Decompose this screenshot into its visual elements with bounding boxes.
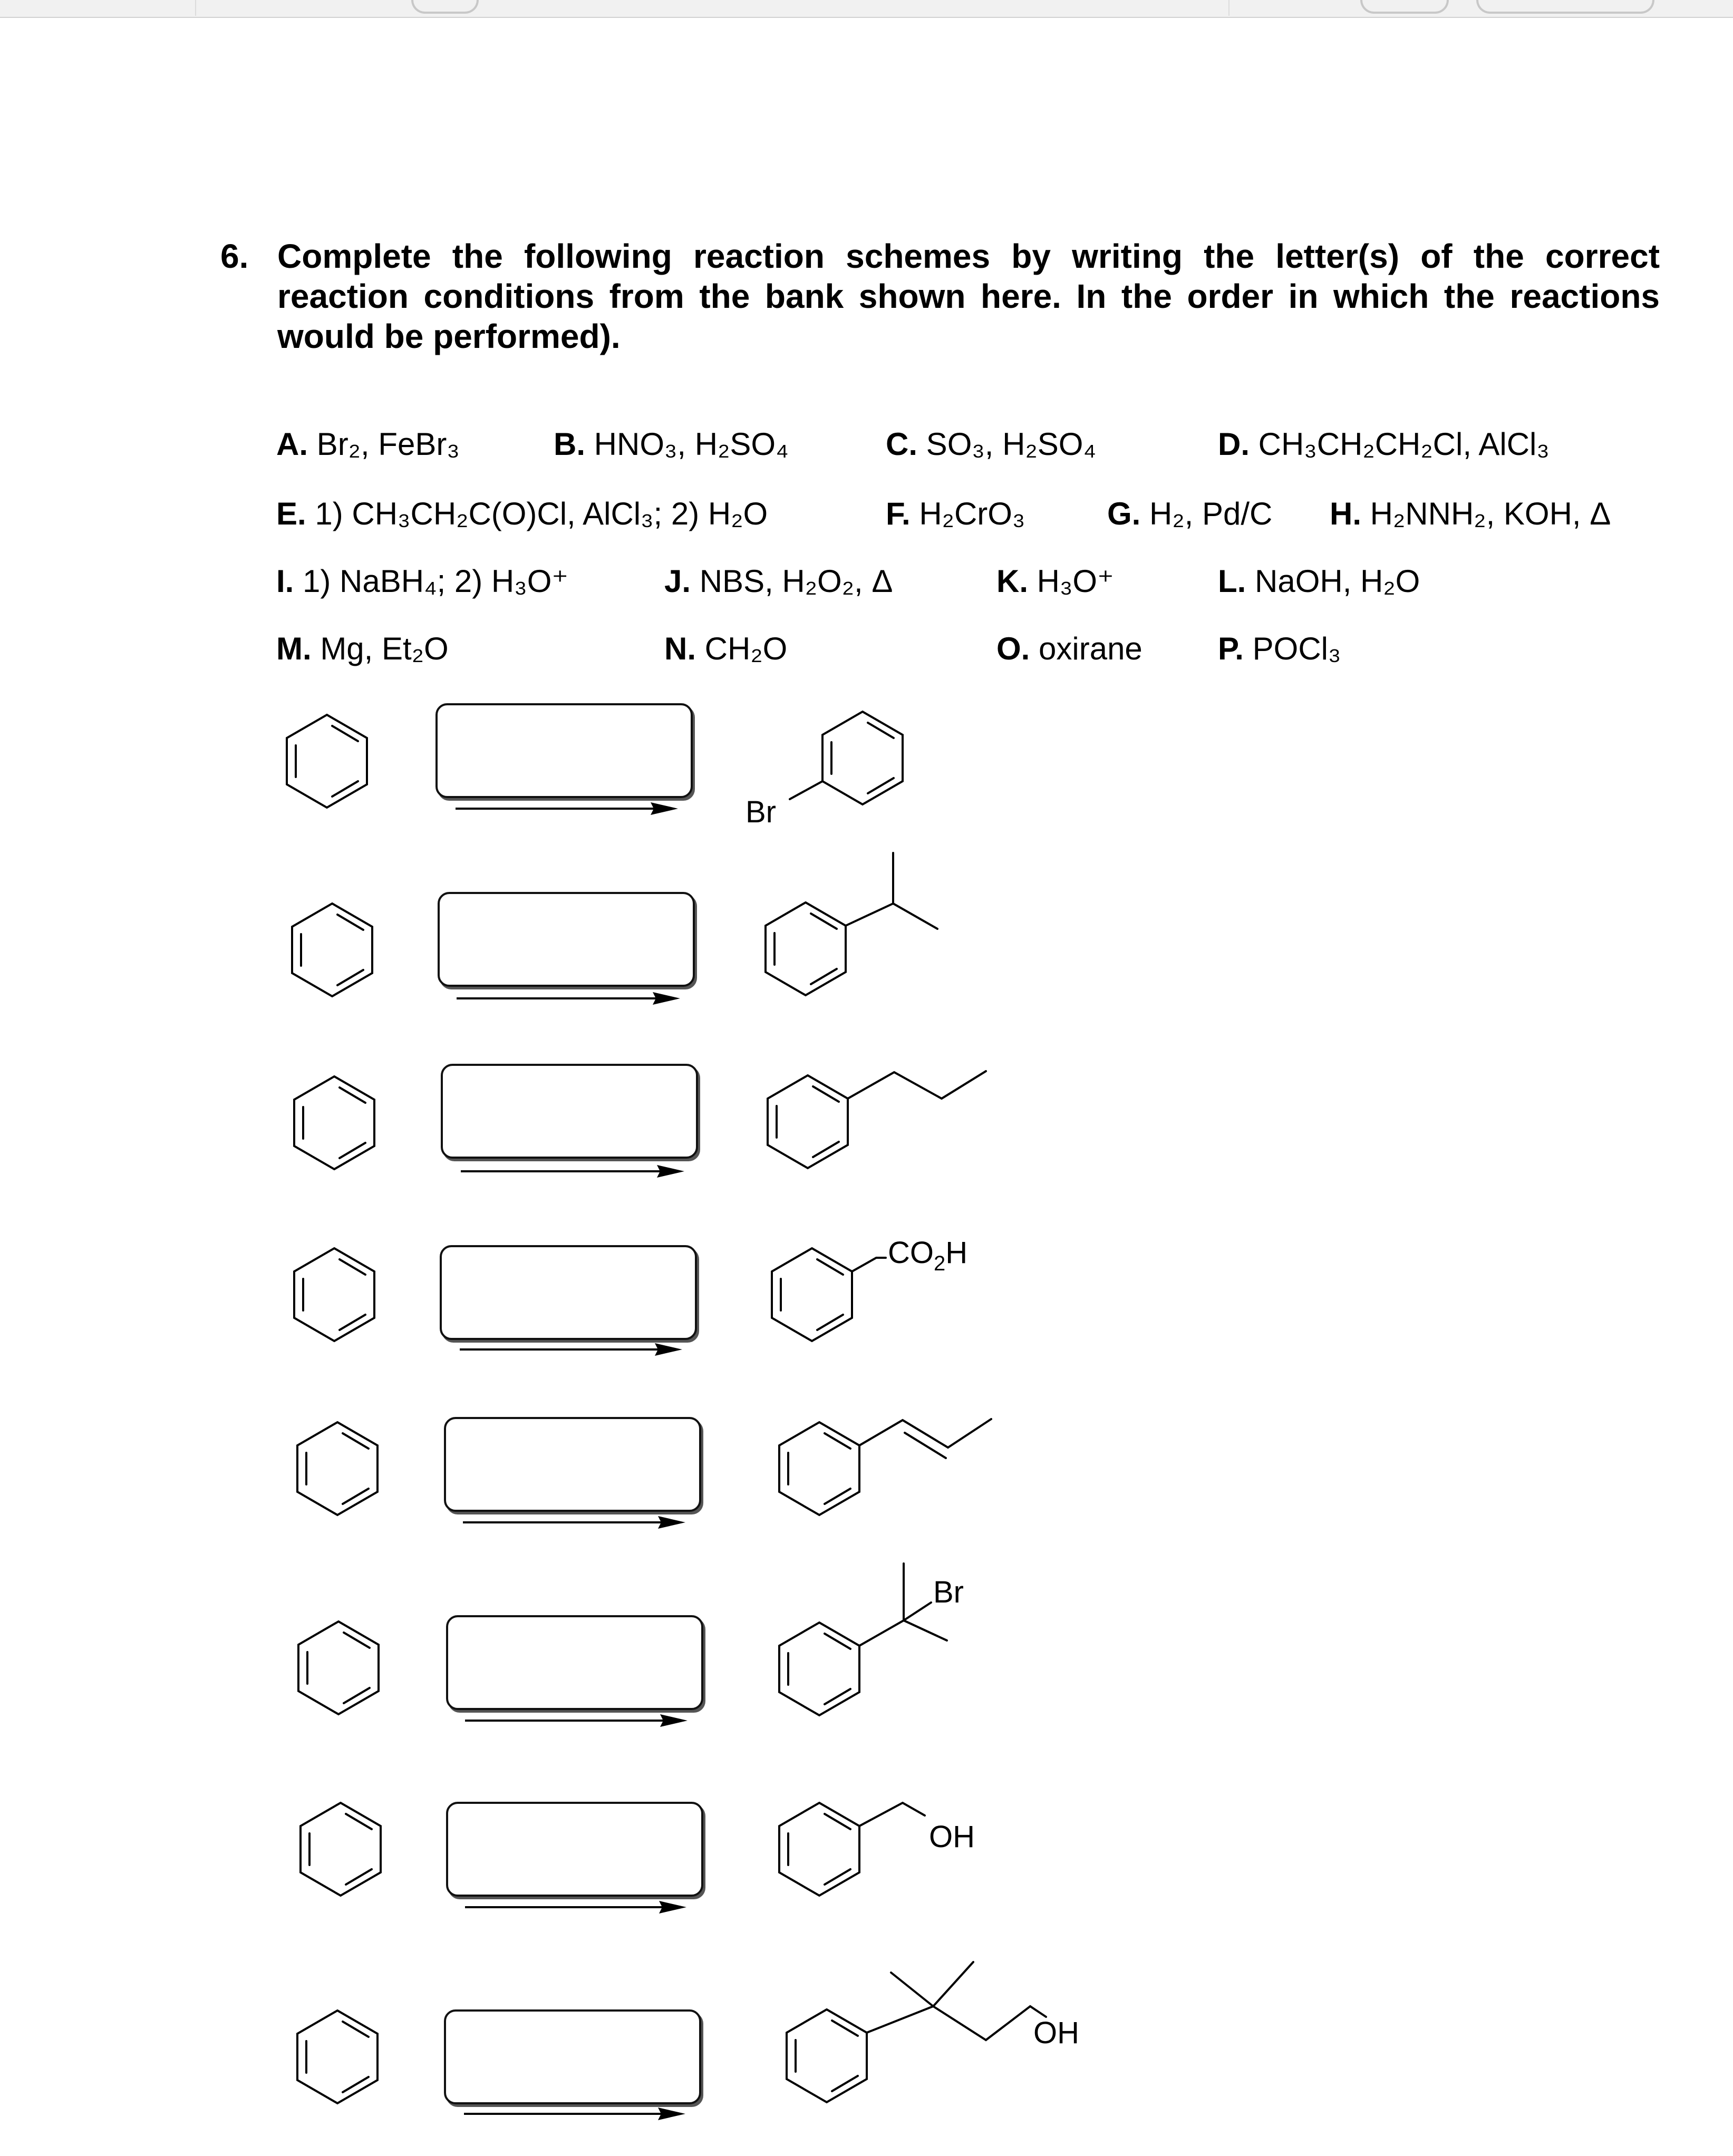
bank-item-a: A. Br₂, FeBr₃ (276, 426, 460, 462)
product-tert-bromide (779, 1563, 964, 1715)
benzene-reactant-3 (294, 1076, 374, 1169)
tert-bromo-label: Br (933, 1575, 964, 1609)
bank-item-k: K. H₃O⁺ (996, 564, 1114, 599)
bank-item-j: J. NBS, H₂O₂, Δ (664, 564, 893, 599)
bank-item-e: E. 1) CH₃CH₂C(O)Cl, AlCl₃; 2) H₂O (276, 496, 768, 531)
question-number: 6. (220, 237, 249, 275)
reaction-arrow-2 (457, 992, 680, 1005)
bank-item-p: P. POCl₃ (1218, 631, 1341, 666)
bromo-label: Br (746, 795, 776, 829)
reaction-arrow-1 (456, 802, 678, 815)
product-tertiary-alcohol-chain (787, 1962, 1079, 2102)
bank-item-n: N. CH₂O (664, 631, 788, 666)
reaction-arrow-4 (460, 1343, 682, 1356)
benzene-reactant-5 (297, 1422, 377, 1515)
reaction-arrow-3 (461, 1165, 684, 1178)
bank-item-c: C. SO₃, H₂SO₄ (886, 426, 1096, 462)
bank-item-i: I. 1) NaBH₄; 2) H₃O⁺ (276, 564, 569, 599)
bank-item-h: H. H₂NNH₂, KOH, Δ (1330, 496, 1611, 531)
product-propylbenzene (768, 1071, 986, 1168)
product-phenylacetic-acid (772, 1236, 967, 1341)
bank-item-f: F. H₂CrO₃ (886, 496, 1025, 531)
carboxylic-acid-label: $CO_2H$ (888, 1236, 968, 1275)
reaction-arrow-6 (465, 1714, 688, 1727)
reaction-arrow-8 (464, 2108, 685, 2120)
bank-item-b: B. HNO₃, H₂SO₄ (554, 426, 789, 462)
benzene-reactant-7 (301, 1803, 381, 1896)
product-phenylpropene (779, 1419, 991, 1515)
benzene-reactant-6 (298, 1621, 379, 1714)
benzene-reactant-4 (294, 1248, 374, 1341)
benzene-reactant-8 (297, 2011, 377, 2103)
product-phenylethanol (779, 1803, 975, 1896)
bank-item-o: O. oxirane (996, 631, 1143, 666)
tert-alcohol-label: OH (1033, 2016, 1079, 2050)
reaction-arrow-5 (463, 1516, 685, 1529)
bank-item-g: G. H₂, Pd/C (1107, 496, 1273, 531)
question-prompt: Complete the following reaction schemes by writing the letter(s) of the correct reaction conditions from the bank shown here. In the order in which the reactions would be performed). (277, 237, 1660, 355)
bank-item-m: M. Mg, Et₂O (276, 631, 449, 666)
product-bromobenzene (746, 712, 903, 829)
alcohol-label: OH (929, 1820, 975, 1854)
reaction-arrow-7 (465, 1901, 686, 1914)
bank-item-l: L. NaOH, H₂O (1218, 564, 1420, 599)
bank-item-d: D. CH₃CH₂CH₂Cl, AlCl₃ (1218, 426, 1550, 462)
benzene-reactant-1 (287, 715, 367, 808)
product-isopropylbenzene (766, 853, 937, 995)
benzene-reactant-2 (292, 904, 372, 996)
